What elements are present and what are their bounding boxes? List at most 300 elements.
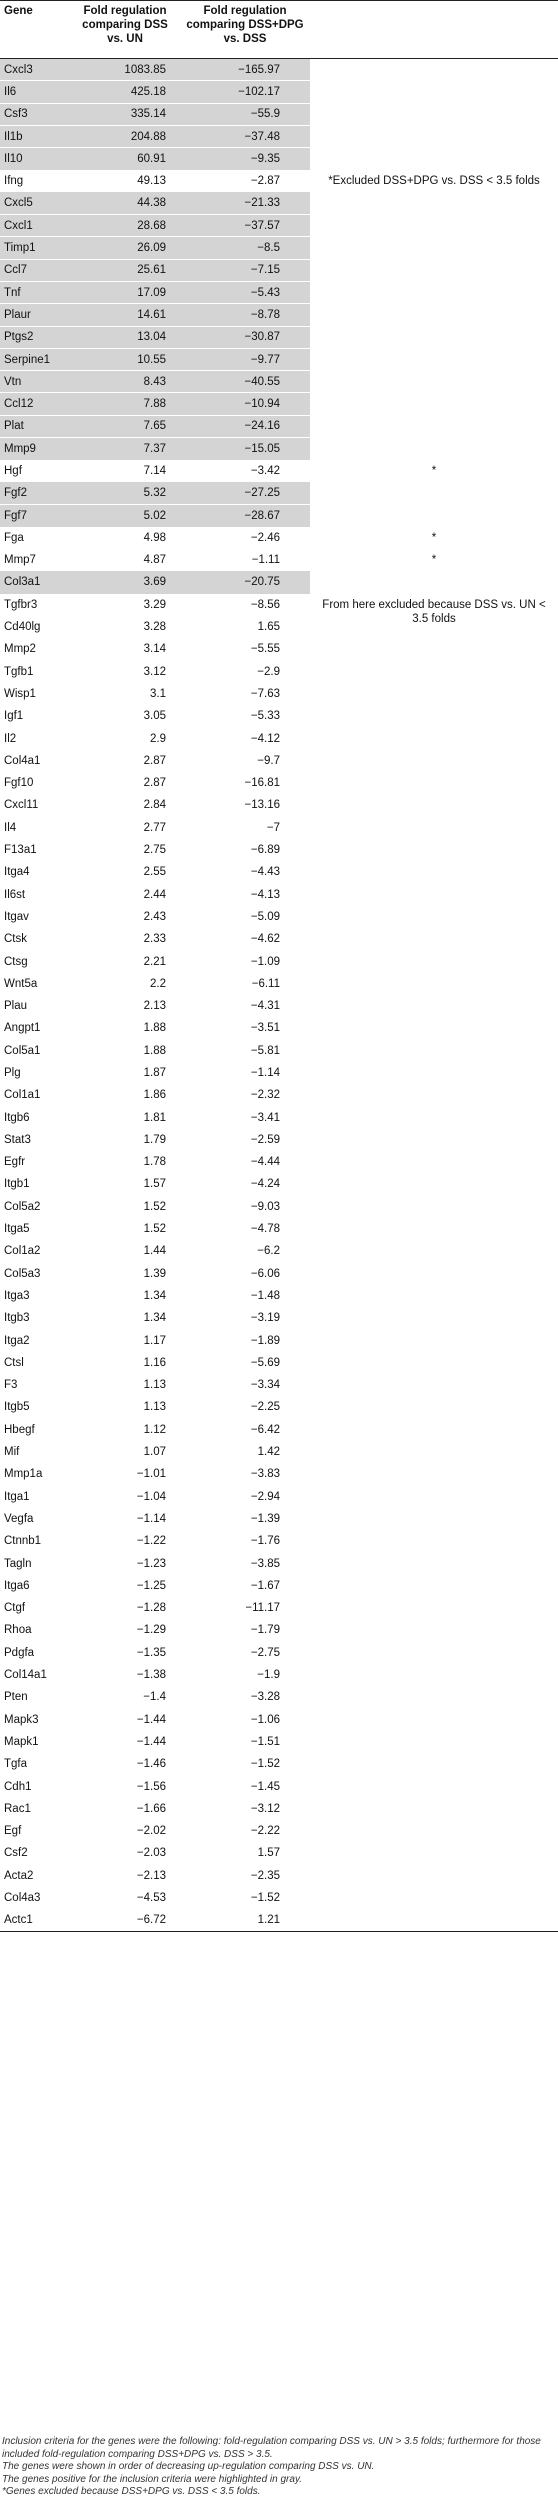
row-note-empty bbox=[310, 906, 558, 928]
dss-dpg-vs-dss-cell: −1.11 bbox=[251, 554, 280, 567]
dss-dpg-vs-dss-cell: −6.89 bbox=[250, 844, 280, 857]
table-row bbox=[0, 103, 558, 125]
dss-vs-un-cell: 1.52 bbox=[143, 1200, 166, 1213]
gene-cell: Il6st bbox=[4, 888, 26, 901]
row-note-empty bbox=[310, 1820, 558, 1842]
row-note-empty bbox=[310, 1441, 558, 1463]
row-note-empty bbox=[310, 638, 558, 660]
table-footnotes bbox=[0, 2436, 558, 2499]
dss-dpg-vs-dss-cell: 1.21 bbox=[180, 1909, 310, 1931]
dss-vs-un-cell: 2.44 bbox=[143, 888, 166, 901]
dss-vs-un-cell: 2.43 bbox=[143, 910, 166, 923]
dss-dpg-vs-dss-cell: −2.32 bbox=[250, 1089, 280, 1102]
header-gene: Gene bbox=[0, 1, 70, 59]
row-note-empty bbox=[310, 1686, 558, 1708]
row-note-empty bbox=[310, 1731, 558, 1753]
dss-dpg-vs-dss-cell: −11.17 bbox=[245, 1602, 280, 1615]
dss-dpg-vs-dss-cell: −4.44 bbox=[250, 1156, 280, 1169]
gene-cell: Angpt1 bbox=[4, 1022, 41, 1035]
row-note-empty bbox=[310, 1664, 558, 1686]
dss-dpg-vs-dss-cell: −7.15 bbox=[180, 259, 310, 281]
footnote-inclusion: Inclusion criteria for the genes were the following: fold-regulation comparing DSS vs. UN > 3.5 folds; furthermore for those included fold-regulation comparing DSS+DPG vs. DSS > 3.5. bbox=[2, 2436, 541, 2460]
row-note-empty bbox=[310, 348, 558, 370]
row-note-empty bbox=[310, 1575, 558, 1597]
dss-dpg-vs-dss-cell: −1.39 bbox=[250, 1512, 280, 1525]
table-row bbox=[0, 1062, 558, 1084]
row-note-empty bbox=[310, 1775, 558, 1797]
dss-dpg-vs-dss-cell: −5.09 bbox=[250, 910, 280, 923]
dss-vs-un-cell: 2.75 bbox=[143, 844, 166, 857]
gene-cell: Egfr bbox=[4, 1156, 26, 1169]
gene-cell: Mmp9 bbox=[0, 438, 70, 460]
dss-vs-un-cell: 1.57 bbox=[143, 1178, 166, 1191]
dss-vs-un-cell: 10.55 bbox=[70, 348, 180, 370]
row-note-empty bbox=[310, 772, 558, 794]
gene-cell: Timp1 bbox=[0, 237, 70, 259]
gene-cell: Tgfbr3 bbox=[4, 598, 38, 611]
dss-dpg-vs-dss-cell: −1.06 bbox=[250, 1713, 280, 1726]
gene-cell: Wnt5a bbox=[4, 977, 38, 990]
row-note-empty bbox=[310, 1040, 558, 1062]
dss-dpg-vs-dss-cell: −3.85 bbox=[250, 1557, 280, 1570]
dss-dpg-vs-dss-cell: −24.16 bbox=[180, 415, 310, 437]
row-note-empty bbox=[310, 950, 558, 972]
gene-cell: Vegfa bbox=[4, 1512, 34, 1525]
row-note-empty bbox=[310, 1642, 558, 1664]
footnote-excluded: *Genes excluded because DSS+DPG vs. DSS < 3.5 folds. bbox=[2, 2486, 261, 2497]
table-row bbox=[0, 683, 558, 705]
dss-vs-un-cell: 2.13 bbox=[143, 1000, 166, 1013]
gene-cell: Itga1 bbox=[4, 1490, 30, 1503]
table-row bbox=[0, 861, 558, 883]
gene-cell: Tagln bbox=[4, 1557, 32, 1570]
dss-vs-un-cell: 1.13 bbox=[143, 1401, 166, 1414]
dss-dpg-vs-dss-cell: −21.33 bbox=[180, 192, 310, 214]
gene-cell: Ctgf bbox=[4, 1602, 26, 1615]
dss-dpg-vs-dss-cell: −9.77 bbox=[180, 348, 310, 370]
dss-dpg-vs-dss-cell: −40.55 bbox=[180, 371, 310, 393]
row-note-empty bbox=[310, 415, 558, 437]
table-row bbox=[0, 794, 558, 816]
dss-vs-un-cell: 204.88 bbox=[70, 125, 180, 147]
table-row bbox=[0, 304, 558, 326]
table-row bbox=[0, 1419, 558, 1441]
gene-cell: Cdh1 bbox=[4, 1780, 32, 1793]
row-note-empty bbox=[310, 1084, 558, 1106]
dss-dpg-vs-dss-cell: −28.67 bbox=[180, 504, 310, 526]
dss-dpg-vs-dss-cell: 1.57 bbox=[257, 1847, 280, 1860]
row-note-empty bbox=[310, 1463, 558, 1485]
row-note-empty bbox=[310, 103, 558, 125]
gene-cell: Mmp2 bbox=[4, 643, 36, 656]
gene-cell: Col1a1 bbox=[4, 1089, 41, 1102]
row-note-empty bbox=[310, 1307, 558, 1329]
row-note-empty bbox=[310, 1106, 558, 1128]
table-row bbox=[0, 237, 558, 259]
dss-vs-un-cell: −6.72 bbox=[70, 1909, 180, 1931]
table-row bbox=[0, 1597, 558, 1619]
gene-cell: Itga3 bbox=[4, 1289, 30, 1302]
dss-vs-un-cell: −1.23 bbox=[136, 1557, 166, 1570]
row-note-empty bbox=[310, 839, 558, 861]
dss-vs-un-cell: 2.33 bbox=[143, 933, 166, 946]
gene-cell: Mapk1 bbox=[4, 1735, 39, 1748]
gene-cell: Mmp1a bbox=[4, 1468, 43, 1481]
dss-vs-un-cell: −1.25 bbox=[136, 1579, 166, 1592]
gene-cell: Itgav bbox=[4, 910, 29, 923]
dss-vs-un-cell: 3.05 bbox=[143, 710, 166, 723]
dss-dpg-vs-dss-cell: −1.14 bbox=[250, 1067, 280, 1079]
gene-cell: Hbegf bbox=[4, 1423, 35, 1436]
row-note-empty bbox=[310, 928, 558, 950]
table-row bbox=[0, 326, 558, 348]
gene-cell: Col5a3 bbox=[4, 1267, 41, 1280]
dss-dpg-vs-dss-cell: −1.48 bbox=[250, 1289, 280, 1302]
row-note-empty bbox=[310, 794, 558, 816]
gene-cell: Csf2 bbox=[4, 1847, 28, 1860]
table-row bbox=[0, 1017, 558, 1039]
table-row bbox=[0, 1575, 558, 1597]
dss-dpg-vs-dss-cell: −3.41 bbox=[250, 1111, 280, 1124]
dss-vs-un-cell: 3.14 bbox=[143, 643, 166, 656]
table-row bbox=[0, 170, 558, 192]
header-dss-dpg-vs-dss: Fold regulation comparing DSS+DPG vs. DSS bbox=[180, 1, 310, 59]
row-note-text: From here excluded because DSS vs. UN < 3.5 folds bbox=[322, 598, 546, 625]
row-note-empty bbox=[310, 661, 558, 683]
row-note-empty bbox=[310, 259, 558, 281]
table-row bbox=[0, 81, 558, 103]
table-row bbox=[0, 727, 558, 749]
gene-cell: Itga6 bbox=[4, 1579, 30, 1592]
dss-vs-un-cell: 2.77 bbox=[143, 821, 166, 834]
table-row bbox=[0, 661, 558, 683]
dss-vs-un-cell: 2.21 bbox=[143, 955, 166, 968]
table-row bbox=[0, 772, 558, 794]
table-row bbox=[0, 638, 558, 660]
gene-cell: Cxcl5 bbox=[0, 192, 70, 214]
dss-dpg-vs-dss-cell: −10.94 bbox=[180, 393, 310, 415]
dss-dpg-vs-dss-cell: −20.75 bbox=[180, 571, 310, 593]
dss-vs-un-cell: 13.04 bbox=[70, 326, 180, 348]
dss-dpg-vs-dss-cell: 1.65 bbox=[257, 621, 280, 634]
dss-dpg-vs-dss-cell: 1.42 bbox=[257, 1446, 280, 1459]
row-note-empty bbox=[310, 705, 558, 727]
row-note-empty bbox=[310, 1486, 558, 1508]
gene-cell: Itga2 bbox=[4, 1334, 30, 1347]
gene-cell: Plaur bbox=[0, 304, 70, 326]
table-row bbox=[0, 259, 558, 281]
row-note-empty bbox=[310, 1552, 558, 1574]
dss-vs-un-cell: −1.01 bbox=[136, 1468, 166, 1481]
gene-cell: Col1a2 bbox=[4, 1245, 41, 1258]
table-row bbox=[0, 59, 558, 81]
dss-dpg-vs-dss-cell: −1.67 bbox=[250, 1579, 280, 1592]
table-row bbox=[0, 1865, 558, 1887]
table-row bbox=[0, 1240, 558, 1262]
table-row bbox=[0, 1307, 558, 1329]
dss-dpg-vs-dss-cell: −5.55 bbox=[250, 643, 280, 656]
table-row bbox=[0, 1129, 558, 1151]
row-note-empty bbox=[310, 1062, 558, 1084]
dss-vs-un-cell: 1083.85 bbox=[70, 59, 180, 81]
dss-dpg-vs-dss-cell: −8.5 bbox=[180, 237, 310, 259]
table-row bbox=[0, 1619, 558, 1641]
dss-vs-un-cell: 1.86 bbox=[143, 1089, 166, 1102]
gene-cell: Tnf bbox=[0, 281, 70, 303]
row-note-empty bbox=[310, 750, 558, 772]
gene-cell: Igf1 bbox=[4, 710, 24, 723]
dss-vs-un-cell: −1.04 bbox=[136, 1490, 166, 1503]
dss-dpg-vs-dss-cell: −5.69 bbox=[250, 1356, 280, 1369]
row-note-text: *Excluded DSS+DPG vs. DSS < 3.5 folds bbox=[328, 174, 540, 187]
dss-dpg-vs-dss-cell: −8.78 bbox=[180, 304, 310, 326]
dss-dpg-vs-dss-cell: −4.31 bbox=[250, 1000, 280, 1013]
row-note-empty bbox=[310, 281, 558, 303]
table-row bbox=[0, 1352, 558, 1374]
dss-vs-un-cell: 335.14 bbox=[70, 103, 180, 125]
row-note-empty bbox=[310, 1329, 558, 1351]
gene-cell: Fga bbox=[4, 531, 24, 544]
header-dss-vs-un: Fold regulation comparing DSS vs. UN bbox=[70, 1, 180, 59]
dss-dpg-vs-dss-cell: −37.48 bbox=[180, 125, 310, 147]
table-row bbox=[0, 460, 558, 482]
dss-vs-un-cell: 3.29 bbox=[143, 598, 166, 611]
dss-dpg-vs-dss-cell: −2.46 bbox=[250, 531, 280, 544]
table-row bbox=[0, 705, 558, 727]
gene-cell: Plg bbox=[4, 1067, 21, 1079]
row-note-empty bbox=[310, 1865, 558, 1887]
footnote-order: The genes were shown in order of decreasing up-regulation comparing DSS vs. UN. bbox=[2, 2461, 375, 2472]
dss-vs-un-cell: 28.68 bbox=[70, 215, 180, 237]
dss-vs-un-cell: 26.09 bbox=[70, 237, 180, 259]
row-note-empty bbox=[310, 1196, 558, 1218]
gene-cell: Col4a3 bbox=[4, 1891, 41, 1904]
dss-dpg-vs-dss-cell: −1.09 bbox=[250, 955, 280, 968]
dss-vs-un-cell: 44.38 bbox=[70, 192, 180, 214]
dss-vs-un-cell: 2.2 bbox=[150, 977, 166, 990]
dss-vs-un-cell: 1.17 bbox=[143, 1334, 166, 1347]
gene-cell: Col4a1 bbox=[4, 754, 41, 767]
gene-cell: Pten bbox=[4, 1691, 28, 1704]
gene-cell: Mmp7 bbox=[4, 554, 36, 567]
dss-vs-un-cell: −1.46 bbox=[136, 1758, 166, 1771]
gene-cell: Acta2 bbox=[4, 1869, 34, 1882]
dss-vs-un-cell: 1.34 bbox=[143, 1312, 166, 1325]
dss-vs-un-cell: 1.34 bbox=[143, 1289, 166, 1302]
gene-cell: Mif bbox=[4, 1446, 20, 1459]
table-body bbox=[0, 59, 558, 1932]
row-note-empty bbox=[310, 304, 558, 326]
dss-vs-un-cell: −1.4 bbox=[143, 1691, 166, 1704]
row-note-empty bbox=[310, 727, 558, 749]
dss-vs-un-cell: −2.13 bbox=[136, 1869, 166, 1882]
row-note-empty bbox=[310, 393, 558, 415]
dss-dpg-vs-dss-cell: −2.22 bbox=[250, 1825, 280, 1838]
table-row bbox=[0, 549, 558, 571]
row-note-empty bbox=[310, 215, 558, 237]
row-note-empty bbox=[310, 1240, 558, 1262]
row-note-empty bbox=[310, 1129, 558, 1151]
footnote-highlight: The genes positive for the inclusion criteria were highlighted in gray. bbox=[2, 2473, 302, 2485]
dss-vs-un-cell: 17.09 bbox=[70, 281, 180, 303]
table-row bbox=[0, 215, 558, 237]
gene-cell: Col5a1 bbox=[4, 1044, 41, 1057]
table-row bbox=[0, 883, 558, 905]
table-row bbox=[0, 995, 558, 1017]
dss-vs-un-cell: 1.88 bbox=[143, 1044, 166, 1057]
dss-vs-un-cell: 25.61 bbox=[70, 259, 180, 281]
dss-vs-un-cell: 5.02 bbox=[70, 504, 180, 526]
dss-dpg-vs-dss-cell: −3.12 bbox=[250, 1802, 280, 1815]
table-row bbox=[0, 1686, 558, 1708]
dss-dpg-vs-dss-cell: −16.81 bbox=[244, 777, 280, 790]
gene-cell: Il10 bbox=[0, 148, 70, 170]
table-row bbox=[0, 1552, 558, 1574]
dss-dpg-vs-dss-cell: −7.63 bbox=[250, 687, 280, 700]
gene-cell: Col14a1 bbox=[4, 1669, 47, 1682]
gene-cell: Egf bbox=[4, 1825, 22, 1838]
row-note-empty bbox=[310, 125, 558, 147]
table-row bbox=[0, 750, 558, 772]
table-row bbox=[0, 438, 558, 460]
dss-vs-un-cell: 1.78 bbox=[143, 1156, 166, 1169]
gene-cell: Rhoa bbox=[4, 1624, 32, 1637]
table-row bbox=[0, 950, 558, 972]
row-note-empty bbox=[310, 192, 558, 214]
gene-cell: Fgf10 bbox=[4, 777, 34, 790]
row-note: * bbox=[431, 464, 437, 477]
dss-vs-un-cell: 1.88 bbox=[143, 1022, 166, 1035]
table-row bbox=[0, 594, 558, 616]
gene-cell: F13a1 bbox=[4, 844, 37, 857]
table-row bbox=[0, 1151, 558, 1173]
dss-vs-un-cell: −1.35 bbox=[136, 1646, 166, 1659]
gene-cell: Itgb5 bbox=[4, 1401, 30, 1414]
dss-vs-un-cell: −4.53 bbox=[136, 1891, 166, 1904]
dss-vs-un-cell: 1.16 bbox=[143, 1356, 166, 1369]
dss-vs-un-cell: 1.39 bbox=[143, 1267, 166, 1280]
row-note-empty bbox=[310, 237, 558, 259]
table-row bbox=[0, 1441, 558, 1463]
row-note-empty bbox=[310, 861, 558, 883]
dss-vs-un-cell: 1.81 bbox=[143, 1111, 166, 1124]
dss-vs-un-cell: −1.28 bbox=[136, 1602, 166, 1615]
dss-vs-un-cell: 4.98 bbox=[143, 531, 166, 544]
row-note-empty bbox=[310, 995, 558, 1017]
table-row bbox=[0, 1753, 558, 1775]
table-row bbox=[0, 348, 558, 370]
dss-vs-un-cell: 425.18 bbox=[70, 81, 180, 103]
table-row bbox=[0, 1820, 558, 1842]
dss-dpg-vs-dss-cell: −1.76 bbox=[250, 1535, 280, 1548]
row-note-empty bbox=[310, 59, 558, 81]
dss-vs-un-cell: 3.12 bbox=[143, 665, 166, 678]
dss-dpg-vs-dss-cell: −4.12 bbox=[250, 732, 280, 745]
dss-dpg-vs-dss-cell: −1.79 bbox=[250, 1624, 280, 1637]
dss-vs-un-cell: 3.28 bbox=[143, 621, 166, 634]
table-row bbox=[0, 1084, 558, 1106]
table-row bbox=[0, 1285, 558, 1307]
dss-dpg-vs-dss-cell: −13.16 bbox=[244, 799, 280, 812]
row-note-empty bbox=[310, 973, 558, 995]
dss-dpg-vs-dss-cell: −4.13 bbox=[250, 888, 280, 901]
dss-vs-un-cell: −1.44 bbox=[136, 1713, 166, 1726]
gene-cell: Ccl7 bbox=[0, 259, 70, 281]
dss-dpg-vs-dss-cell: −4.43 bbox=[250, 866, 280, 879]
dss-dpg-vs-dss-cell: −2.87 bbox=[250, 175, 280, 188]
dss-vs-un-cell: 4.87 bbox=[143, 554, 166, 567]
row-note-empty bbox=[310, 1173, 558, 1195]
table-row bbox=[0, 504, 558, 526]
dss-vs-un-cell: 2.55 bbox=[143, 866, 166, 879]
table-row bbox=[0, 1731, 558, 1753]
table-row bbox=[0, 1664, 558, 1686]
row-note-empty bbox=[310, 1887, 558, 1909]
dss-vs-un-cell: −1.14 bbox=[136, 1512, 166, 1525]
dss-dpg-vs-dss-cell: −1.52 bbox=[250, 1758, 280, 1771]
table-row bbox=[0, 148, 558, 170]
dss-dpg-vs-dss-cell: −9.35 bbox=[180, 148, 310, 170]
row-note-empty bbox=[310, 81, 558, 103]
gene-cell: Ctsg bbox=[4, 955, 28, 968]
dss-dpg-vs-dss-cell: −3.19 bbox=[250, 1312, 280, 1325]
table-row bbox=[0, 281, 558, 303]
gene-cell: Itga5 bbox=[4, 1223, 30, 1236]
table-row bbox=[0, 371, 558, 393]
table-row bbox=[0, 1530, 558, 1552]
gene-cell: Plat bbox=[0, 415, 70, 437]
dss-vs-un-cell: 2.87 bbox=[143, 777, 166, 790]
table-row bbox=[0, 1396, 558, 1418]
dss-vs-un-cell: 2.87 bbox=[143, 754, 166, 767]
row-note-empty bbox=[310, 148, 558, 170]
dss-dpg-vs-dss-cell: −5.43 bbox=[180, 281, 310, 303]
table-row bbox=[0, 1040, 558, 1062]
table-row bbox=[0, 1196, 558, 1218]
gene-cell: Ccl12 bbox=[0, 393, 70, 415]
table-row bbox=[0, 839, 558, 861]
gene-cell: Pdgfa bbox=[4, 1646, 35, 1659]
gene-cell: F3 bbox=[4, 1379, 18, 1392]
gene-cell: Cxcl11 bbox=[4, 799, 39, 812]
row-note-empty bbox=[310, 438, 558, 460]
gene-cell: Csf3 bbox=[0, 103, 70, 125]
dss-vs-un-cell: −1.38 bbox=[136, 1669, 166, 1682]
table-row bbox=[0, 1218, 558, 1240]
dss-dpg-vs-dss-cell: −55.9 bbox=[180, 103, 310, 125]
dss-vs-un-cell: 1.52 bbox=[143, 1223, 166, 1236]
gene-cell: Actc1 bbox=[0, 1909, 70, 1931]
dss-vs-un-cell: −1.56 bbox=[136, 1780, 166, 1793]
dss-dpg-vs-dss-cell: −1.45 bbox=[250, 1780, 280, 1793]
row-note-empty bbox=[310, 1151, 558, 1173]
row-note-empty bbox=[310, 1708, 558, 1730]
row-note-empty bbox=[310, 1017, 558, 1039]
gene-cell: Ctsk bbox=[4, 933, 27, 946]
row-note-empty bbox=[310, 1419, 558, 1441]
table-row bbox=[0, 415, 558, 437]
row-note bbox=[310, 170, 558, 192]
row-note bbox=[310, 594, 558, 625]
gene-cell: Plau bbox=[4, 1000, 28, 1013]
table-row bbox=[0, 1708, 558, 1730]
row-note-empty bbox=[310, 883, 558, 905]
dss-dpg-vs-dss-cell: −1.52 bbox=[250, 1891, 280, 1904]
dss-vs-un-cell: −2.02 bbox=[136, 1825, 166, 1838]
dss-vs-un-cell: 14.61 bbox=[70, 304, 180, 326]
dss-vs-un-cell: 60.91 bbox=[70, 148, 180, 170]
table-row bbox=[0, 1329, 558, 1351]
